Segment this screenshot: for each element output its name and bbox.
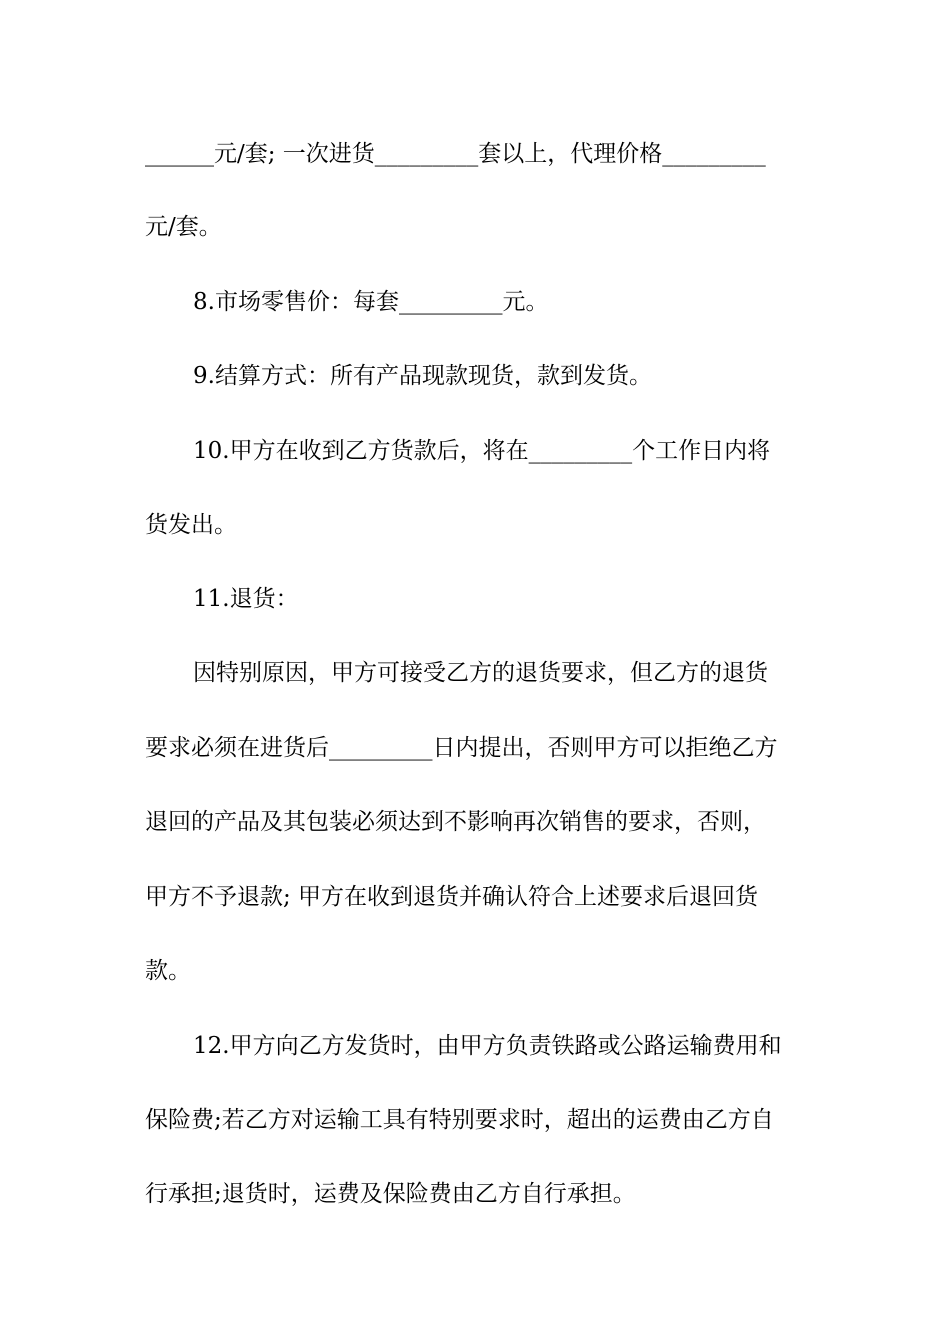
clause-12-shipping-line-3: 行承担;退货时，运费及保险费由乙方自行承担。 xyxy=(145,1181,636,1207)
clause-11-returns-heading: 11.退货： xyxy=(193,586,299,612)
clause-10-delivery: 10.甲方在收到乙方货款后，将在_________个工作日内将 xyxy=(193,438,771,464)
clause-10-delivery-cont: 货发出。 xyxy=(145,512,237,538)
text-line-price-unit: 元/套。 xyxy=(145,214,222,240)
clause-12-shipping-line-1: 12.甲方向乙方发货时，由甲方负责铁路或公路运输费用和 xyxy=(193,1033,782,1059)
clause-9-settlement: 9.结算方式：所有产品现款现货，款到发货。 xyxy=(193,363,652,389)
text-line-price-tiers: ______元/套; 一次进货_________套以上，代理价格_________ xyxy=(145,141,766,167)
returns-paragraph-line-4: 甲方不予退款; 甲方在收到退货并确认符合上述要求后退回货 xyxy=(145,884,759,910)
returns-paragraph-line-5: 款。 xyxy=(145,958,191,984)
clause-12-shipping-line-2: 保险费;若乙方对运输工具有特别要求时，超出的运费由乙方自 xyxy=(145,1107,774,1133)
returns-paragraph-line-3: 退回的产品及其包装必须达到不影响再次销售的要求，否则， xyxy=(145,809,766,835)
clause-8-retail-price: 8.市场零售价：每套_________元。 xyxy=(193,289,549,315)
returns-paragraph-line-1: 因特别原因，甲方可接受乙方的退货要求，但乙方的退货 xyxy=(193,660,768,686)
returns-paragraph-line-2: 要求必须在进货后_________日内提出，否则甲方可以拒绝乙方 xyxy=(145,735,778,761)
